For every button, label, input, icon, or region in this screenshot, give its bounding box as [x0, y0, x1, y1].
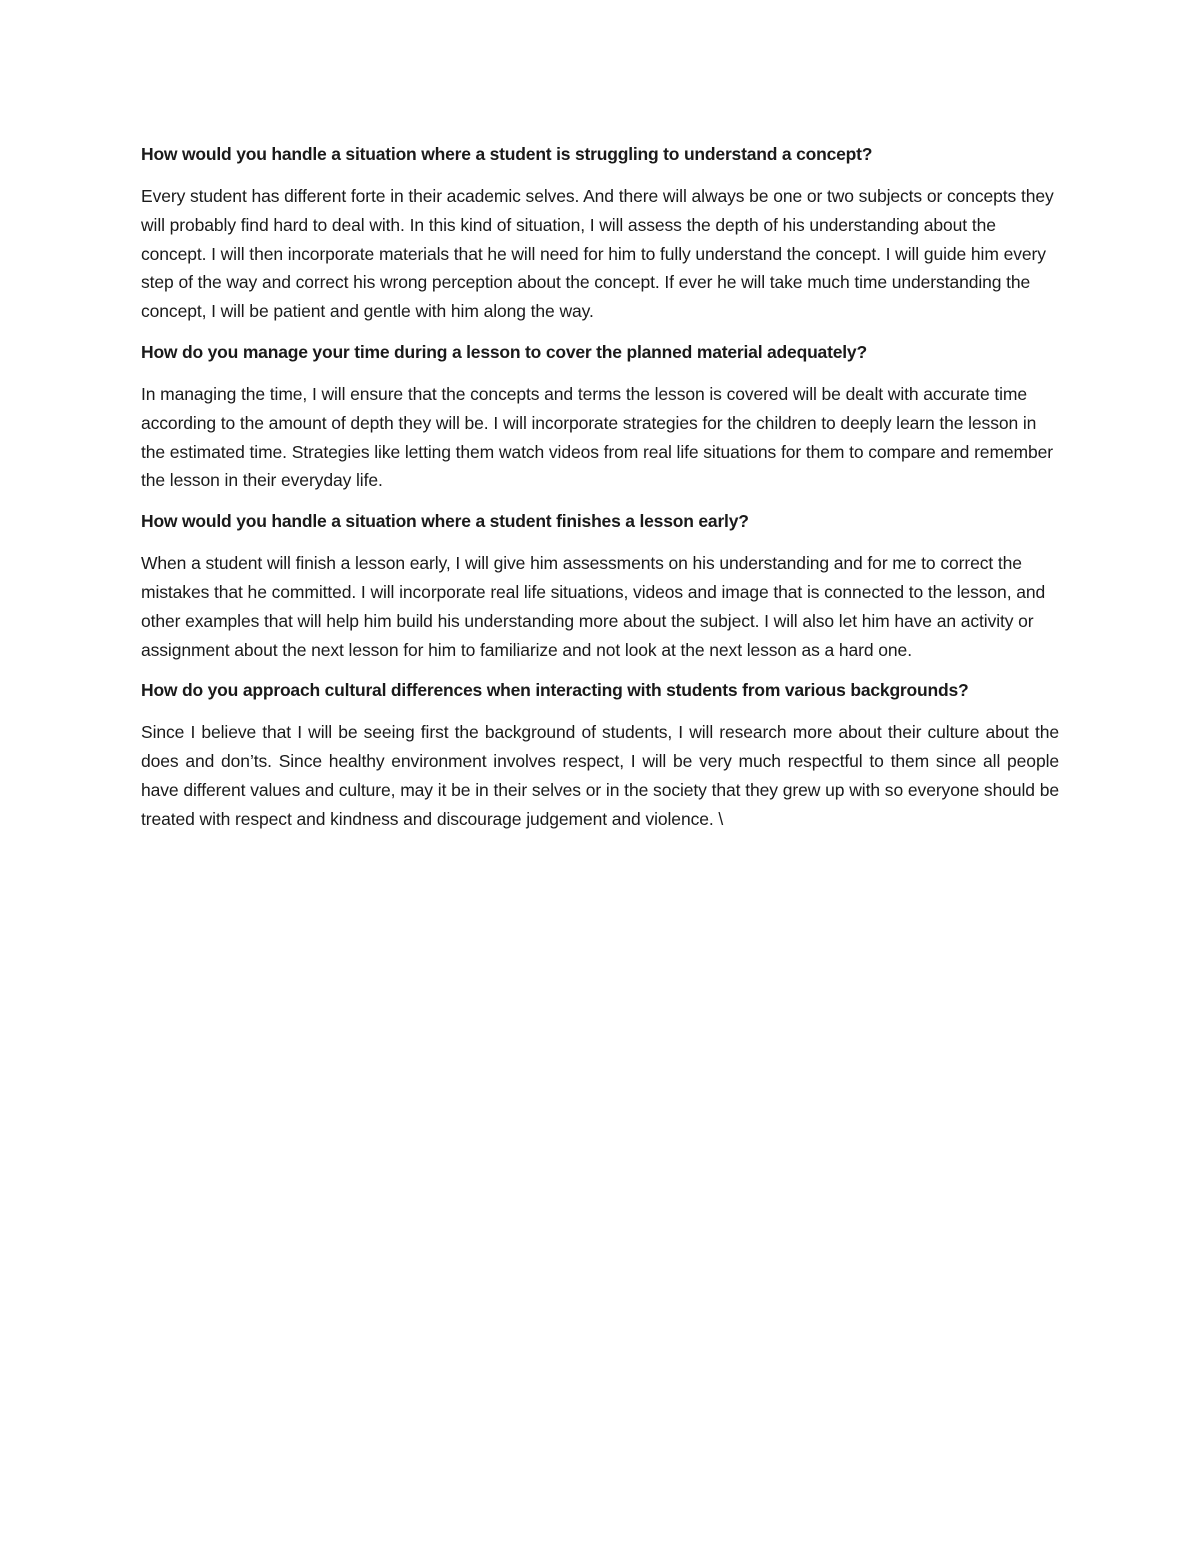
question-heading: How do you manage your time during a lesson to cover the planned material adequately?	[141, 341, 867, 362]
answer-paragraph: When a student will finish a lesson early, I will give him assessments on his understanding and for me to correct the mistakes that he committed. I will incorporate real life situations, videos and image that is connected to the lesson, and other examples that will help him build his understanding more about the subject. I will also let him have an activity or assignment about the next lesson for him to familiarize and not look at the next lesson as a hard one.	[141, 553, 1046, 660]
qa-section-4	[141, 676, 1059, 833]
question-heading: How would you handle a situation where a student is struggling to understand a concept?	[141, 144, 873, 164]
qa-section-1	[141, 140, 1059, 326]
qa-section-2	[141, 338, 1059, 495]
question-heading: How would you handle a situation where a student finishes a lesson early?	[141, 511, 749, 532]
answer-paragraph: Every student has different forte in their academic selves. And there will always be one or two subjects or concepts they will probably find hard to deal with. In this kind of situation, I will assess the depth of his understanding about the concept. I will then incorporate materials that he will need for him to fully understand the concept. I will guide him every step of the way and correct his wrong perception about the concept. If ever he will take much time understanding the concept, I will be patient and gentle with him along the way.	[141, 186, 1054, 322]
answer-paragraph: In managing the time, I will ensure that the concepts and terms the lesson is covered will be dealt with accurate time according to the amount of depth they will be. I will incorporate strategies for the children to deeply learn the lesson in the estimated time. Strategies like letting them watch videos from real life situations for them to compare and remember the lesson in their everyday life.	[141, 383, 1054, 491]
question-heading: How do you approach cultural differences when interacting with students from various backgrounds?	[141, 680, 969, 701]
answer-paragraph: Since I believe that I will be seeing first the background of students, I will research more about their culture about the does and don’ts. Since healthy environment involves respect, I will be very much respectful to them since all people have different values and culture, may it be in their selves or in the society that they grew up with so everyone should be treated with respect and kindness and discourage judgement and violence. \	[141, 722, 1059, 829]
qa-section-3	[141, 507, 1059, 664]
document-page	[141, 140, 1059, 846]
